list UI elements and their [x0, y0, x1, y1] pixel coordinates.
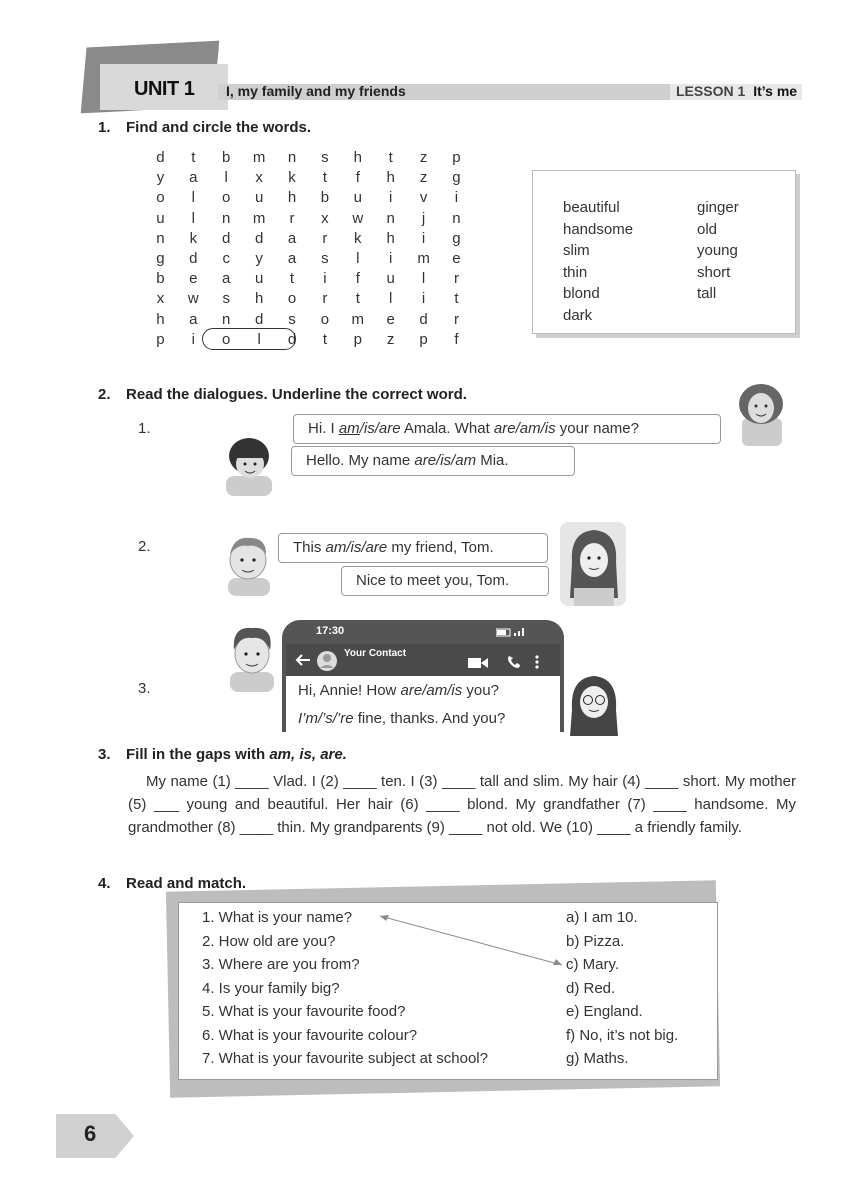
text: fine, thanks. And you?: [353, 710, 506, 727]
match-question[interactable]: 4. Is your family big?: [202, 979, 340, 997]
dialogue-1-number: 1.: [138, 420, 151, 437]
answer-underlined[interactable]: am: [338, 420, 360, 437]
boy-avatar-icon: [220, 530, 276, 596]
girl-avatar-icon: [220, 436, 278, 496]
grid-letter[interactable]: n: [222, 209, 231, 227]
grid-row: [144, 289, 473, 309]
exercise-2-instruction: Read the dialogues. Underline the correct word.: [126, 386, 467, 403]
grid-letter[interactable]: r: [322, 290, 328, 308]
word-list-item: short: [697, 263, 731, 281]
grid-letter[interactable]: n: [156, 229, 165, 247]
grid-letter[interactable]: r: [289, 209, 295, 227]
grid-letter[interactable]: e: [452, 249, 461, 267]
answer-options[interactable]: am/is/are: [325, 539, 388, 556]
grid-letter[interactable]: l: [191, 209, 195, 227]
word-list-item: handsome: [563, 220, 634, 238]
match-answer[interactable]: g) Maths.: [566, 1050, 629, 1067]
grid-letter[interactable]: d: [189, 249, 198, 267]
grid-letter[interactable]: p: [353, 330, 362, 348]
grid-letter[interactable]: d: [254, 310, 264, 328]
back-arrow-icon[interactable]: [294, 652, 312, 668]
grid-letter[interactable]: r: [453, 270, 459, 288]
chat-message-2: [298, 710, 505, 727]
answer-list: [566, 906, 678, 1071]
grid-letter[interactable]: u: [254, 189, 264, 207]
grid-letter[interactable]: s: [321, 249, 329, 267]
grid-letter[interactable]: j: [421, 209, 426, 227]
exercise-3-text: My name (1) ____ Vlad. I (2) ____ ten. I (3) ____ tall and slim. My hair (4) ____ short. My mother (5) ___ young and beautiful. Her hair (6) ____ blond. My grandfather (7) ____ handsome. My grandmother (8) ____ thin. My grandparents (9) ____ not old. We (10) ____ a friendly family.: [128, 773, 796, 836]
grid-letter[interactable]: h: [386, 169, 395, 187]
grid-letter[interactable]: x: [156, 290, 165, 308]
match-question[interactable]: 3. Where are you from?: [202, 956, 360, 973]
grid-letter[interactable]: g: [452, 169, 461, 187]
grid-letter[interactable]: w: [352, 209, 364, 227]
grid-letter[interactable]: f: [454, 330, 459, 348]
grid-letter[interactable]: n: [386, 209, 395, 227]
grid-letter[interactable]: b: [156, 270, 165, 288]
grid-letter[interactable]: l: [191, 189, 195, 207]
exercise-4-number: 4.: [98, 875, 111, 892]
match-arrow: [374, 910, 570, 972]
grid-letter[interactable]: i: [389, 189, 393, 207]
grid-letter[interactable]: l: [356, 249, 360, 267]
grid-letter[interactable]: a: [189, 169, 198, 187]
grid-letter[interactable]: k: [354, 229, 362, 247]
phone-call-icon[interactable]: [506, 654, 522, 670]
grid-letter[interactable]: a: [222, 270, 231, 288]
grid-letter[interactable]: h: [353, 149, 362, 166]
word-list-item: slim: [563, 242, 590, 259]
grid-letter[interactable]: u: [156, 209, 165, 227]
match-answer[interactable]: b) Pizza.: [566, 932, 625, 950]
word-list-item: tall: [697, 285, 717, 302]
grid-row: [144, 249, 473, 269]
grid-letter[interactable]: l: [421, 270, 426, 288]
grid-letter[interactable]: y: [156, 169, 165, 187]
girl-glasses-avatar-icon: [566, 670, 622, 736]
match-question[interactable]: 6. What is your favourite colour?: [202, 1026, 418, 1044]
grid-letter[interactable]: e: [189, 270, 198, 288]
grid-letter[interactable]: t: [322, 169, 327, 187]
word-list-right: [697, 197, 739, 305]
grid-letter[interactable]: i: [421, 290, 426, 308]
grid-letter[interactable]: l: [257, 330, 261, 348]
exercise-1-instruction: Find and circle the words.: [126, 119, 312, 136]
chat-screen: [286, 676, 560, 732]
exercise-4-instruction: Read and match.: [126, 875, 247, 892]
grid-letter[interactable]: e: [386, 310, 395, 328]
text: my friend, Tom.: [387, 539, 494, 556]
match-question[interactable]: 5. What is your favourite food?: [202, 1003, 406, 1020]
text: Hello. My name: [306, 452, 415, 469]
grid-letter[interactable]: s: [222, 290, 230, 308]
grid-letter[interactable]: l: [224, 169, 228, 187]
lesson-label: [676, 83, 797, 99]
grid-row: [144, 209, 473, 229]
text: Hi, Annie! How: [298, 682, 401, 699]
exercise-1-title: [98, 119, 311, 136]
grid-letter[interactable]: z: [419, 169, 428, 187]
grid-row: [144, 168, 473, 188]
grid-row: [144, 229, 473, 249]
grid-letter[interactable]: k: [288, 169, 296, 187]
text: Hi. I: [308, 420, 339, 437]
grid-letter[interactable]: s: [321, 149, 329, 166]
word-list-item: thin: [563, 263, 588, 281]
woman-avatar-icon: [734, 382, 788, 446]
dialogue-2-bubble-a: [278, 533, 548, 563]
grid-letter[interactable]: i: [454, 189, 459, 207]
grid-letter[interactable]: n: [452, 209, 461, 227]
grid-letter[interactable]: m: [351, 310, 365, 328]
grid-letter[interactable]: y: [255, 249, 263, 267]
grid-letter[interactable]: z: [419, 149, 428, 166]
text: Amala. What: [400, 420, 494, 437]
phone-chat: [282, 620, 564, 732]
grid-letter[interactable]: h: [254, 290, 264, 308]
word-list-item: young: [697, 242, 738, 259]
grid-letter[interactable]: i: [389, 249, 393, 267]
grid-letter[interactable]: t: [289, 270, 295, 288]
match-question[interactable]: 2. How old are you?: [202, 932, 336, 950]
answer-options[interactable]: I’m/’s/’re: [298, 710, 354, 727]
word-list-item: ginger: [697, 199, 739, 216]
grid-row: [144, 148, 473, 168]
exercise-4-title: [98, 875, 246, 892]
match-answer[interactable]: d) Red.: [566, 979, 616, 997]
match-answer[interactable]: a) I am 10.: [566, 909, 638, 926]
grid-row: [144, 269, 473, 289]
grid-letter[interactable]: n: [287, 149, 297, 166]
grid-letter[interactable]: o: [320, 310, 330, 328]
grid-letter[interactable]: n: [222, 310, 231, 328]
grid-letter[interactable]: l: [389, 290, 393, 308]
grid-letter[interactable]: v: [419, 189, 428, 207]
contact-avatar-icon[interactable]: [316, 650, 338, 672]
unit-subtitle: I, my family and my friends: [226, 83, 406, 99]
grid-letter[interactable]: t: [388, 149, 393, 166]
word-list-box: [532, 170, 796, 334]
match-answer[interactable]: c) Mary.: [566, 956, 620, 973]
grid-letter[interactable]: u: [386, 270, 395, 288]
contact-name: Your Contact: [344, 648, 407, 659]
word-list-item: old: [697, 220, 718, 238]
grid-row: [144, 310, 473, 330]
grid-letter[interactable]: k: [189, 229, 198, 247]
exercise-3-title: [98, 746, 347, 763]
grid-letter[interactable]: d: [254, 229, 264, 247]
grid-letter[interactable]: o: [222, 189, 231, 207]
grid-letter[interactable]: t: [322, 330, 327, 348]
dialogue-1-bubble-a: [293, 414, 721, 444]
grid-letter[interactable]: h: [156, 310, 165, 328]
word-list-item: beautiful: [563, 199, 620, 216]
grid-letter[interactable]: o: [287, 290, 297, 308]
answer-options[interactable]: are/am/is: [493, 420, 556, 437]
grid-letter[interactable]: x: [255, 169, 263, 187]
dialogue-2-bubble-b: Nice to meet you, Tom.: [341, 566, 549, 596]
dialogue-1-bubble-b: [291, 446, 575, 476]
battery-signal-icon: [496, 627, 526, 637]
grid-letter[interactable]: i: [421, 229, 426, 247]
grid-letter[interactable]: a: [189, 310, 198, 328]
more-options-icon[interactable]: [534, 654, 540, 670]
grid-letter[interactable]: m: [252, 209, 266, 227]
boy-curly-avatar-icon: [224, 622, 280, 692]
grid-letter[interactable]: o: [156, 189, 165, 207]
page-number: 6: [84, 1121, 97, 1146]
exercise-2-number: 2.: [98, 386, 111, 403]
grid-letter[interactable]: c: [222, 249, 230, 267]
dialogue-2-number: 2.: [138, 538, 151, 555]
chat-message-1: [298, 682, 499, 699]
dialogue-3-number: 3.: [138, 680, 151, 697]
grid-letter[interactable]: b: [222, 149, 231, 166]
grid-letter[interactable]: p: [452, 149, 461, 166]
grid-letter[interactable]: d: [287, 330, 297, 348]
grid-letter[interactable]: f: [355, 169, 360, 187]
match-answer[interactable]: e) England.: [566, 1003, 643, 1020]
grid-letter[interactable]: g: [452, 229, 461, 247]
phone-notch: [362, 620, 480, 634]
exercise-2-title: [98, 386, 467, 403]
exercise-3-number: 3.: [98, 746, 111, 763]
grid-letter[interactable]: p: [156, 330, 165, 348]
word-list-item: dark: [563, 306, 593, 324]
grid-letter[interactable]: b: [320, 189, 330, 207]
text: Mia.: [476, 452, 509, 469]
grid-letter[interactable]: r: [322, 229, 328, 247]
grid-letter[interactable]: m: [252, 149, 266, 166]
grid-letter[interactable]: z: [386, 330, 395, 348]
grid-letter[interactable]: g: [156, 249, 165, 267]
grid-letter[interactable]: t: [355, 290, 360, 308]
grid-row: [144, 188, 473, 208]
grid-letter[interactable]: u: [353, 189, 362, 207]
grid-letter[interactable]: i: [191, 330, 195, 348]
grid-row: [144, 330, 473, 350]
grid-letter[interactable]: a: [287, 229, 297, 247]
grid-letter[interactable]: u: [254, 270, 264, 288]
match-answer[interactable]: f) No, it’s not big.: [566, 1026, 679, 1044]
lesson-number: LESSON 1: [676, 83, 746, 99]
grid-letter[interactable]: a: [287, 249, 297, 267]
text: you?: [462, 682, 499, 699]
grid-letter[interactable]: r: [453, 310, 459, 328]
answer-options[interactable]: are/am/is: [400, 682, 463, 699]
grid-letter[interactable]: w: [187, 290, 199, 308]
grid-letter[interactable]: x: [321, 209, 329, 227]
grid-letter[interactable]: d: [222, 229, 231, 247]
unit-title: UNIT 1: [134, 78, 195, 100]
grid-letter[interactable]: o: [222, 330, 231, 348]
text: This: [293, 539, 326, 556]
match-question[interactable]: 1. What is your name?: [202, 909, 353, 926]
grid-letter[interactable]: d: [419, 310, 428, 328]
exercise-3-instruction: Fill in the gaps with: [126, 746, 270, 763]
exercise-1-number: 1.: [98, 119, 111, 136]
grid-letter[interactable]: i: [323, 270, 327, 288]
video-call-icon[interactable]: [468, 656, 488, 670]
lesson-title: It’s me: [753, 83, 798, 99]
phone-time: 17:30: [316, 625, 345, 637]
woman-long-hair-avatar-icon: [560, 522, 626, 606]
grid-letter[interactable]: p: [419, 330, 428, 348]
grid-letter[interactable]: t: [191, 149, 196, 166]
grid-letter[interactable]: f: [355, 270, 360, 288]
grid-letter[interactable]: s: [288, 310, 296, 328]
answer-options[interactable]: are/is/am: [414, 452, 477, 469]
grid-letter[interactable]: h: [287, 189, 297, 207]
circled-word-old: [202, 328, 296, 350]
match-question[interactable]: 7. What is your favourite subject at school?: [202, 1050, 488, 1067]
exercise-3-words: am, is, are.: [269, 746, 347, 763]
grid-letter[interactable]: t: [454, 290, 459, 308]
word-search-grid[interactable]: [144, 148, 473, 350]
word-list-item: blond: [563, 285, 600, 302]
word-list-left: [563, 197, 633, 326]
grid-letter[interactable]: m: [417, 249, 430, 267]
answer-options[interactable]: /is/are: [359, 420, 401, 437]
grid-letter[interactable]: h: [386, 229, 395, 247]
text: your name?: [555, 420, 639, 437]
grid-letter[interactable]: d: [156, 149, 165, 166]
